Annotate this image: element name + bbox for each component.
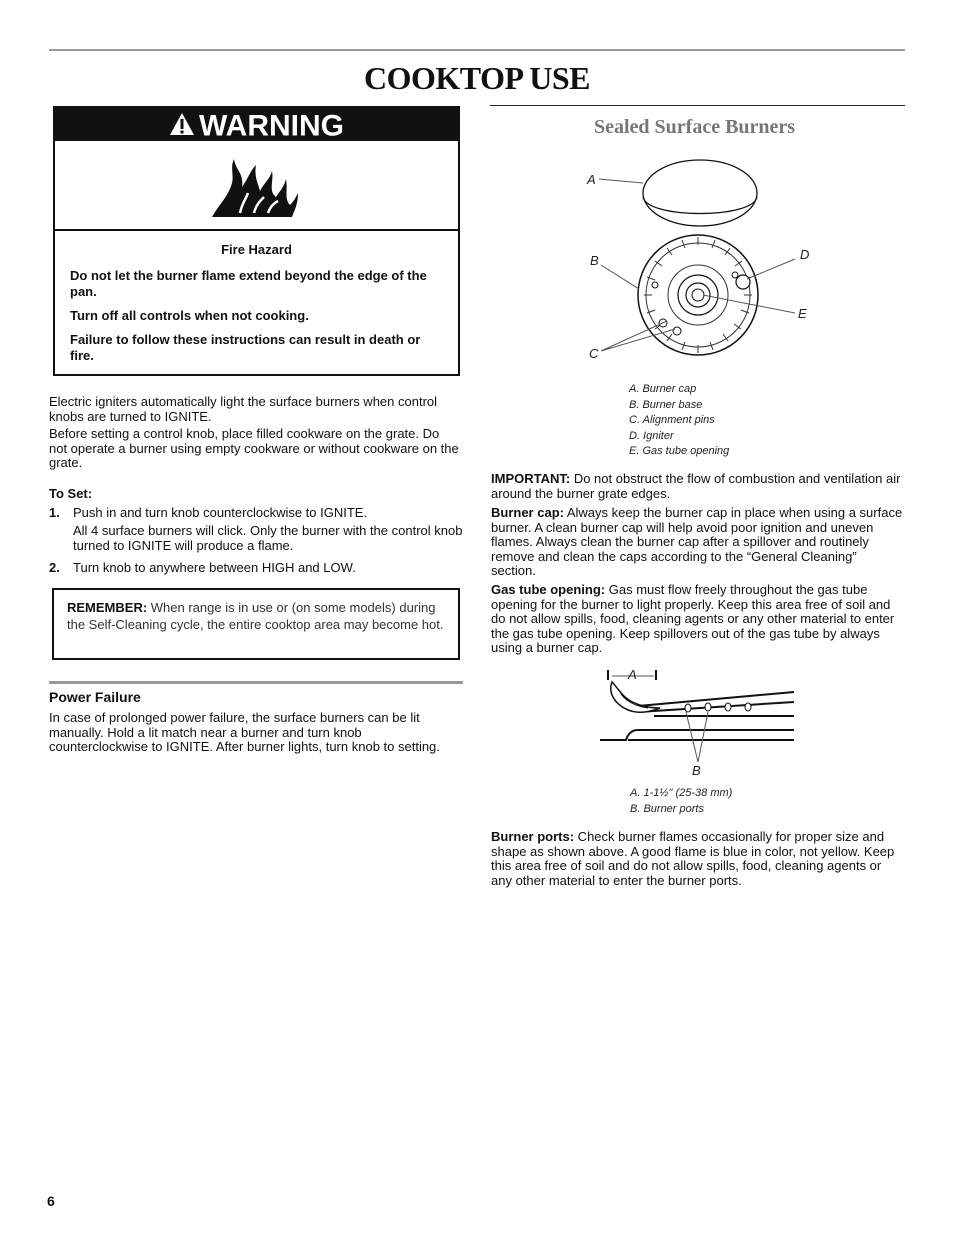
legend-item: B. Burner ports bbox=[630, 802, 704, 815]
step-1-text: Push in and turn knob counterclockwise to IGNITE. bbox=[73, 505, 368, 520]
burner-ports-label: Burner ports: bbox=[491, 829, 575, 844]
step-2-text: Turn knob to anywhere between HIGH and LOW. bbox=[73, 560, 356, 575]
flame-height-diagram bbox=[598, 668, 798, 768]
step-2-number: 2. bbox=[49, 560, 60, 575]
warning-line-1: Do not let the burner flame extend beyond the edge of the pan. bbox=[70, 268, 427, 299]
burner-cap-paragraph bbox=[491, 506, 905, 579]
fire-icon bbox=[210, 153, 300, 219]
step-1-number: 1. bbox=[49, 505, 60, 520]
power-failure-heading: Power Failure bbox=[49, 689, 141, 705]
burner-ports-text: Check burner flames occasionally for proper size and shape as shown above. A good flame is blue in color, not yellow. Keep this area free of soil and do not allow spills, food, cleaning agents or any other material to enter the burner ports. bbox=[491, 829, 895, 888]
right-column-rule bbox=[490, 105, 905, 106]
burner-cap-label: Burner cap: bbox=[491, 505, 564, 520]
warning-header-text: WARNING bbox=[199, 109, 344, 143]
legend-item: A. Burner cap bbox=[629, 383, 697, 395]
legend-item: B. Burner base bbox=[629, 398, 703, 411]
page-number: 6 bbox=[47, 1193, 55, 1209]
intro-paragraph-2: Before setting a control knob, place filled cookware on the grate. Do not operate a burner using empty cookware or without cookware on the grate. bbox=[49, 426, 459, 470]
diagram2-label-b: B bbox=[692, 763, 701, 778]
legend-item: A. 1-1½" (25-38 mm) bbox=[630, 787, 733, 799]
warning-line-2: Turn off all controls when not cooking. bbox=[70, 308, 309, 323]
legend-item: C. Alignment pins bbox=[629, 414, 715, 426]
burner-cap-text: Always keep the burner cap in place when using a surface burner. A clean burner cap will help avoid poor ignition and uneven flames. Always clean the burner cap after a spillover and routinely remove and clean the caps according to the “General Cleaning” section. bbox=[491, 505, 903, 578]
warning-header bbox=[55, 108, 458, 141]
gas-tube-text: Gas must flow freely throughout the gas tube opening for the burner to light properly. Keep this area free of soil and do not allow spills, food, cleaning agents or any other material to enter the gas tube opening. Keep spillovers out of the gas tube by always using a burner cap. bbox=[491, 582, 895, 655]
to-set-heading: To Set: bbox=[49, 486, 93, 501]
diagram-label-b: B bbox=[590, 253, 599, 268]
warning-line-3: Failure to follow these instructions can result in death or fire. bbox=[70, 332, 421, 363]
important-paragraph bbox=[491, 472, 905, 501]
diagram2-label-a: A bbox=[628, 667, 637, 682]
fire-hazard-title: Fire Hazard bbox=[221, 242, 292, 257]
warning-triangle-icon bbox=[169, 110, 195, 143]
remember-label: REMEMBER: bbox=[67, 600, 148, 615]
diagram-label-a: A bbox=[587, 172, 596, 187]
power-failure-text: In case of prolonged power failure, the surface burners can be lit manually. Hold a lit match near a burner and turn knob counterclockwise to IGNITE. After burner lights, turn knob to setting. bbox=[49, 710, 440, 754]
diagram-label-d: D bbox=[800, 247, 810, 262]
important-text: Do not obstruct the flow of combustion and ventilation air around the burner grate edges. bbox=[491, 471, 901, 501]
diagram-label-e: E bbox=[798, 306, 807, 321]
remember-box bbox=[52, 588, 460, 660]
legend-item: D. Igniter bbox=[629, 429, 674, 442]
burner-diagram bbox=[585, 155, 815, 370]
legend-1 bbox=[629, 382, 729, 460]
top-rule bbox=[49, 49, 905, 51]
page-title: COOKTOP USE bbox=[364, 60, 590, 96]
fire-image-panel bbox=[55, 141, 458, 231]
sealed-burners-heading: Sealed Surface Burners bbox=[594, 116, 796, 138]
section-rule bbox=[49, 681, 463, 684]
burner-ports-paragraph bbox=[491, 830, 905, 888]
gas-tube-label: Gas tube opening: bbox=[491, 582, 606, 597]
intro-paragraph-1: Electric igniters automatically light the surface burners when control knobs are turned to IGNITE. bbox=[49, 394, 438, 424]
remember-text: When range is in use or (on some models) during the Self-Cleaning cycle, the entire cooktop area may become hot. bbox=[67, 600, 444, 632]
gas-tube-paragraph bbox=[491, 583, 905, 656]
legend-item: E. Gas tube opening bbox=[629, 445, 730, 457]
diagram-label-c: C bbox=[589, 346, 599, 361]
important-label: IMPORTANT: bbox=[491, 471, 571, 486]
step-1-note: All 4 surface burners will click. Only the burner with the control knob turned to IGNITE will produce a flame. bbox=[73, 523, 463, 553]
legend-2 bbox=[630, 786, 732, 817]
